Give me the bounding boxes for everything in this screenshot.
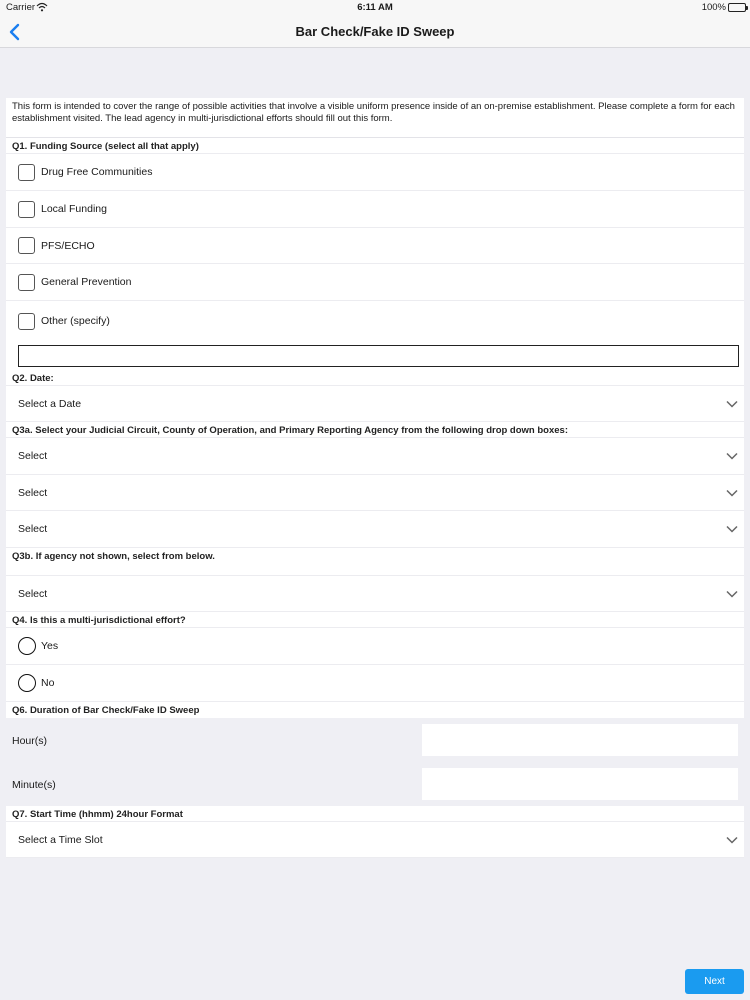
page-title: Bar Check/Fake ID Sweep: [295, 24, 455, 39]
next-button[interactable]: Next: [685, 969, 744, 994]
q1-option-other[interactable]: [6, 301, 744, 341]
q3b-label: Q3b. If agency not shown, select from below.: [6, 548, 744, 576]
date-select-value: Select a Date: [18, 397, 82, 410]
q3a-label: Q3a. Select your Judicial Circuit, County of Operation, and Primary Reporting Agency from the following drop down boxes:: [6, 422, 744, 438]
hours-label: Hour(s): [12, 735, 48, 747]
checkbox[interactable]: [18, 201, 35, 218]
q6-label: Q6. Duration of Bar Check/Fake ID Sweep: [6, 702, 744, 718]
battery-percent: 100%: [701, 2, 726, 13]
option-label: Yes: [41, 640, 59, 652]
battery-icon: [728, 3, 746, 12]
clock: 6:11 AM: [357, 2, 393, 13]
q2-label: Q2. Date:: [6, 370, 744, 386]
chevron-down-icon: [726, 400, 738, 408]
time-slot-select[interactable]: [6, 822, 744, 858]
select-value: Select: [18, 523, 48, 535]
q1-label: Q1. Funding Source (select all that apply): [6, 138, 744, 154]
judicial-circuit-select[interactable]: [6, 438, 744, 475]
select-value: Select: [18, 587, 48, 600]
q4-option-no[interactable]: [6, 665, 744, 702]
q1-option-drug-free-communities[interactable]: [6, 154, 744, 191]
option-label: No: [41, 677, 55, 689]
intro-text: This form is intended to cover the range of possible activities that involve a visible uniform presence inside of an on-premise establishment. Please complete a form for each establishment visited. The lead agency in multi-jurisdictional efforts should fill out this form.: [6, 98, 744, 138]
checkbox[interactable]: [18, 313, 35, 330]
checkbox[interactable]: [18, 274, 35, 291]
hours-input[interactable]: [422, 724, 738, 756]
option-label: General Prevention: [41, 276, 132, 288]
chevron-down-icon: [726, 836, 738, 844]
carrier-label: Carrier: [6, 2, 36, 13]
q1-option-local-funding[interactable]: [6, 191, 744, 228]
checkbox[interactable]: [18, 164, 35, 181]
form: [6, 98, 744, 858]
radio-button[interactable]: [18, 674, 36, 692]
navigation-bar: [0, 16, 750, 48]
reporting-agency-select[interactable]: [6, 511, 744, 548]
checkbox[interactable]: [18, 237, 35, 254]
minutes-row: [6, 762, 744, 806]
q7-label: Q7. Start Time (hhmm) 24hour Format: [6, 806, 744, 822]
option-label: Drug Free Communities: [41, 166, 153, 178]
minutes-label: Minute(s): [12, 779, 56, 791]
option-label: Other (specify): [41, 315, 110, 327]
chevron-down-icon: [726, 452, 738, 460]
other-specify-wrapper: [6, 341, 744, 370]
select-value: Select: [18, 450, 48, 462]
date-select[interactable]: [6, 386, 744, 422]
radio-button[interactable]: [18, 637, 36, 655]
time-slot-value: Select a Time Slot: [18, 833, 103, 846]
q4-option-yes[interactable]: [6, 628, 744, 665]
q4-label: Q4. Is this a multi-jurisdictional effort?: [6, 612, 744, 628]
option-label: Local Funding: [41, 203, 107, 215]
q1-option-pfs-echo[interactable]: [6, 228, 744, 264]
chevron-down-icon: [726, 590, 738, 598]
county-select[interactable]: [6, 475, 744, 511]
q1-option-general-prevention[interactable]: [6, 264, 744, 301]
hours-row: [6, 718, 744, 762]
chevron-down-icon: [726, 489, 738, 497]
select-value: Select: [18, 486, 48, 499]
other-agency-select[interactable]: [6, 576, 744, 612]
option-label: PFS/ECHO: [41, 239, 95, 252]
status-bar: [0, 0, 750, 16]
minutes-input[interactable]: [422, 768, 738, 800]
other-specify-input[interactable]: [18, 345, 739, 367]
chevron-down-icon: [726, 525, 738, 533]
